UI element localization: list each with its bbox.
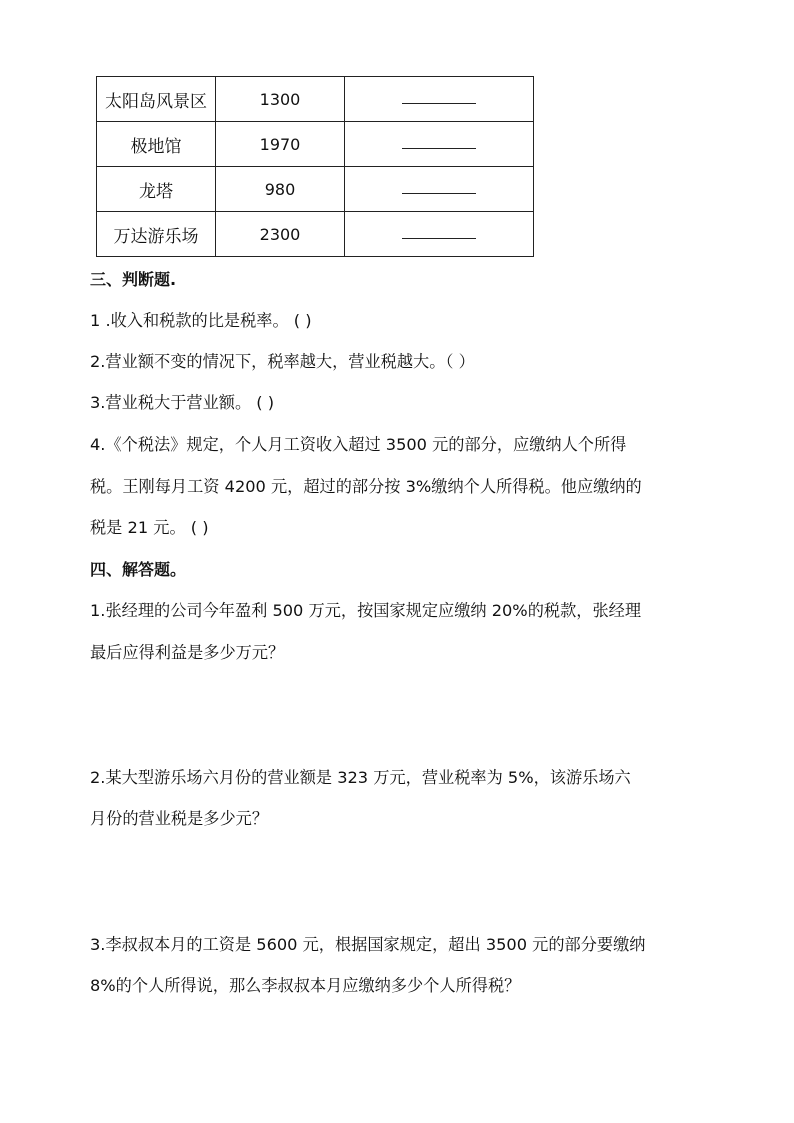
judgment-question-1: 1 .收入和税款的比是税率。 ( )	[90, 311, 312, 330]
answer-blank[interactable]	[345, 212, 534, 257]
problem-1-line-1: 1.张经理的公司今年盈利 500 万元，按国家规定应缴纳 20%的税款，张经理	[90, 601, 642, 620]
problem-2-line-2: 月份的营业税是多少元？	[90, 809, 269, 828]
answer-blank[interactable]	[345, 122, 534, 167]
table-row	[97, 212, 534, 257]
place-value: 980	[216, 167, 345, 212]
section-title-solve: 四、解答题。	[90, 560, 187, 579]
judgment-question-3: 3.营业税大于营业额。 ( )	[90, 393, 275, 412]
judgment-question-4-line-1: 4.《个税法》规定，个人月工资收入超过 3500 元的部分，应缴纳人个所得	[90, 435, 627, 454]
judgment-question-2: 2.营业额不变的情况下，税率越大，营业税越大。（ ）	[90, 352, 475, 371]
problem-1-line-2: 最后应得利益是多少万元？	[90, 643, 285, 662]
answer-blank[interactable]	[345, 77, 534, 122]
judgment-question-4-line-2: 税。王刚每月工资 4200 元，超过的部分按 3%缴纳个人所得税。他应缴纳的	[90, 477, 642, 496]
problem-2-line-1: 2.某大型游乐场六月份的营业额是 323 万元，营业税率为 5%，该游乐场六	[90, 768, 631, 787]
place-value: 1970	[216, 122, 345, 167]
problem-3-line-1: 3.李叔叔本月的工资是 5600 元，根据国家规定，超出 3500 元的部分要缴纳	[90, 935, 646, 954]
place-name: 太阳岛风景区	[97, 77, 216, 122]
place-name: 极地馆	[97, 122, 216, 167]
ticket-table	[96, 76, 534, 257]
problem-3-line-2: 8%的个人所得说，那么李叔叔本月应缴纳多少个人所得税？	[90, 976, 521, 995]
place-name: 龙塔	[97, 167, 216, 212]
table-row	[97, 122, 534, 167]
table-row	[97, 77, 534, 122]
place-name: 万达游乐场	[97, 212, 216, 257]
place-value: 1300	[216, 77, 345, 122]
judgment-question-4-line-3: 税是 21 元。 ( )	[90, 518, 209, 537]
section-title-judgment: 三、判断题.	[90, 270, 177, 289]
answer-blank[interactable]	[345, 167, 534, 212]
table-row	[97, 167, 534, 212]
place-value: 2300	[216, 212, 345, 257]
